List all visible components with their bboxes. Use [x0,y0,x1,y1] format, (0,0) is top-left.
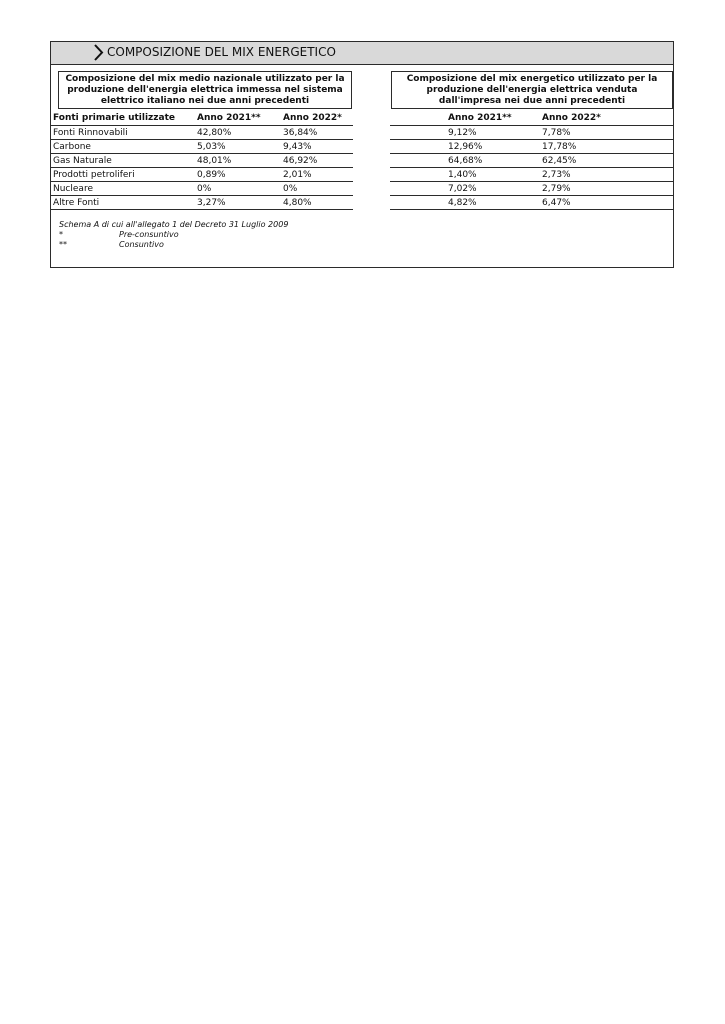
source-name: Nucleare [53,184,93,194]
left-2021-value: 0% [197,184,212,194]
left-2021-value: 5,03% [197,142,226,152]
left-2021-value: 48,01% [197,156,232,166]
table-row [51,155,675,168]
left-2022-value: 2,01% [283,170,312,180]
table-row [51,183,675,196]
table-row [51,169,675,182]
row-divider [390,125,674,126]
footnotes [59,220,288,250]
energy-mix-section [50,41,674,268]
footnote-text: Pre-consuntivo [119,230,179,239]
source-name: Fonti Rinnovabili [53,128,128,138]
table-header-row [51,112,675,125]
right-2021-value: 12,96% [448,142,483,152]
right-2022-value: 6,47% [542,198,571,208]
section-header [51,42,673,65]
right-table-caption: Composizione del mix energetico utilizzato per la produzione dell'energia elettrica venduta dall'impresa nei due anni precedenti [391,71,673,109]
right-2022-value: 2,73% [542,170,571,180]
left-2022-value: 36,84% [283,128,318,138]
left-2021-value: 3,27% [197,198,226,208]
right-2022-value: 2,79% [542,184,571,194]
right-2022-value: 17,78% [542,142,577,152]
right-2021-value: 1,40% [448,170,477,180]
section-title: COMPOSIZIONE DEL MIX ENERGETICO [107,45,336,59]
footnote-text: Consuntivo [119,240,164,249]
source-name: Prodotti petroliferi [53,170,135,180]
right-2021-value: 64,68% [448,156,483,166]
right-2021-value: 4,82% [448,198,477,208]
footnote-symbol: * [59,230,63,239]
left-2022-value: 4,80% [283,198,312,208]
header-left-2021: Anno 2021** [197,113,261,123]
row-divider [51,125,353,126]
header-source: Fonti primarie utilizzate [53,113,175,123]
header-right-2022: Anno 2022* [542,113,601,123]
chevron-right-icon [92,44,104,61]
source-name: Carbone [53,142,91,152]
left-table-caption: Composizione del mix medio nazionale utilizzato per la produzione dell'energia elettrica immessa nel sistema elettrico italiano nei due anni precedenti [58,71,352,109]
table-row [51,127,675,140]
footnote-symbol: ** [59,240,67,249]
left-2021-value: 42,80% [197,128,232,138]
table-row [51,141,675,154]
right-2021-value: 9,12% [448,128,477,138]
right-2021-value: 7,02% [448,184,477,194]
left-2022-value: 0% [283,184,298,194]
right-2022-value: 7,78% [542,128,571,138]
footnote-item [59,240,288,250]
footnote-item [59,230,288,240]
header-left-2022: Anno 2022* [283,113,342,123]
right-2022-value: 62,45% [542,156,577,166]
header-right-2021: Anno 2021** [448,113,512,123]
left-2022-value: 9,43% [283,142,312,152]
source-name: Gas Naturale [53,156,112,166]
table-row [51,197,675,210]
source-name: Altre Fonti [53,198,100,208]
source-note: Schema A di cui all'allegato 1 del Decreto 31 Luglio 2009 [59,220,289,229]
left-2021-value: 0,89% [197,170,226,180]
left-2022-value: 46,92% [283,156,318,166]
